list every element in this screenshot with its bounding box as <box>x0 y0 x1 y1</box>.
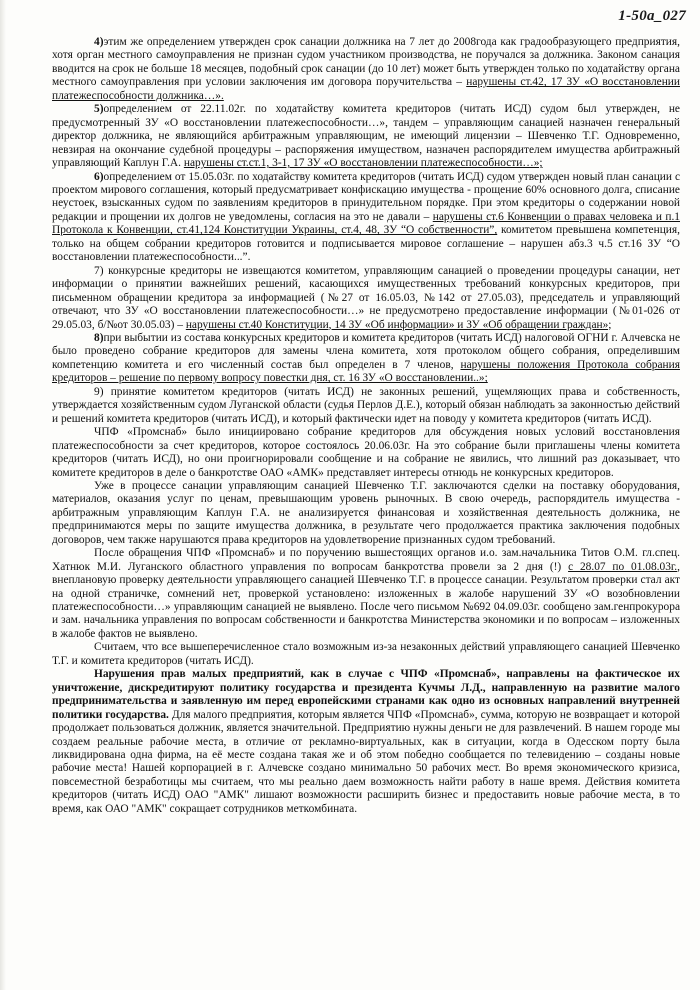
paragraph-7 <box>52 265 680 332</box>
paragraph-conclusion <box>52 641 680 668</box>
paragraph-lead: 9) <box>94 385 104 398</box>
paragraph-promsnab-meeting <box>52 426 680 480</box>
paragraph-lead: 8) <box>94 331 104 344</box>
paragraph-6 <box>52 171 680 265</box>
paragraph-text: определением от 22.11.02г. по ходатайству комитета кредиторов (читать ИСД) судом был утвержден, не предусмотренный ЗУ «О восстановлении платежеспособности…», тандем – управляющим санацией назначен генеральный директор должника, не являющийся арбитражным управляющим, не имеющий лицензии – Шевченко Т.Г. Одновременно, невзирая на окончание судебной процедуры – распоряжения имуществом, назначен распорядителем имущества арбитражный управляющий Каплун Г.А. <box>52 103 680 170</box>
paragraph-text: при выбытии из состава конкурсных кредиторов и комитета кредиторов (читать ИСД) налоговой ОГНИ г. Алчевска не было проведено собрание кредиторов для замены члена комитета, хотя протоколом общего собрания, определившим компетенцию комитета и его численный состав был определен в 7 членов, <box>52 331 680 371</box>
paragraph-underlined: нарушены ст.ст.1, 3-1, 17 ЗУ «О восстановлении платежеспособности…»; <box>183 157 543 170</box>
paragraph-5 <box>52 103 680 170</box>
paragraph-underlined: нарушены ст.40 Конституции, 14 ЗУ «Об информации» и ЗУ «Об обращении граждан»; <box>185 318 612 331</box>
paragraph-lead: 5) <box>94 103 104 116</box>
scan-edge-shadow <box>0 0 6 990</box>
paragraph-text: принятие комитетом кредиторов (читать ИСД) не законных решений, ущемляющих права и собственность, утверждается хозяйственным судом Луганской области (судья Перлов Д.Е.), который обязан наблюдать за законностью действий и решений комитета кредиторов (читать ИСД), и который фактически идет на поводу у комитета кредиторов (читать ИСД). <box>52 385 680 425</box>
paragraph-text: определением от 15.05.03г. по ходатайству комитета кредиторов (читать ИСД) судом утвержден новый план санации с проектом мирового соглашения, который предусматривает конфискацию имущества - прощение 60% основного долга, списание неустоек, взысканных судом по заявлениям кредиторов в принудительном порядке. При этом кредиторы о содержании новой редакции и прощении их долгов не уведомлены, согласия на это не давали – <box>52 170 680 223</box>
paragraph-text: После обращения ЧПФ «Промснаб» и по поручению вышестоящих органов и.о. зам.начальника Титов О.М. гл.спец. Хатнюк М.И. Луганского областного управления по вопросам банкротства провели за 2 дня (!) <box>52 547 680 573</box>
paragraph-9 <box>52 386 680 426</box>
paragraph-underlined: с 28.07 по 01.08.03г. <box>568 560 678 573</box>
paragraph-text: ЧПФ «Промснаб» было инициировано собрание кредиторов для обсуждения новых условий восстановления платежеспособности за счет кредиторов, которое состоялось 20.06.03г. На это собрание были приглашены члены комитета кредиторов (читать ИСД), но они проигнорировали сообщение и на собрание не явились, что лишний раз доказывает, что комитете кредиторов в деле о банкротстве ОАО «АМК» представляет интересы отнюдь не конкурсных кредиторов. <box>52 426 680 479</box>
document-body <box>52 36 680 816</box>
paragraph-bold-text: Нарушения прав малых предприятий, как в случае с ЧПФ «Промснаб», направлены на фактическое их уничтожение, дискредитируют политику государства и президента Кучмы Л.Д., направленную на развитие малого предпринимательства и заявленную им перед европейскими странами как одно из основных направлений внутренней политики государства. <box>52 668 680 721</box>
paragraph-lead: 6) <box>94 170 104 183</box>
paragraph-underlined: нарушены ст.42, 17 ЗУ «О восстановлении платежеспособности должника…». <box>52 76 680 102</box>
paragraph-8 <box>52 332 680 386</box>
paragraph-sanation-deals <box>52 480 680 547</box>
paragraph-inspection <box>52 547 680 641</box>
paragraph-4 <box>52 36 680 103</box>
paragraph-underlined: нарушены ст.6 Конвенции о правах человека и п.1 Протокола к Конвенции, ст.41,124 Конституции Украины, ст.4, 48, ЗУ “О собственности”, <box>52 210 680 237</box>
page-id: 1-50a_027 <box>618 8 686 24</box>
paragraph-lead: 7) <box>94 264 104 277</box>
paragraph-tail: комитетом превышена компетенция, только на общем собрании кредиторов готовится и подписывается мировое соглашение – нарушен абз.3 ч.5 ст.16 ЗУ “О восстановлении платежеспособности...”. <box>52 224 680 264</box>
paragraph-text: конкурсные кредиторы не извещаются комитетом, управляющим санацией о проведении процедуры санации, нет информации о принятии важнейших решений, касающихся имущественных требований конкурсных кредиторов, при письменном обращении кредитора за информацией (№27 от 16.05.03, №142 от 27.05.03), председатель и управляющий отвечают, что ЗУ «О восстановлении платежеспособности…» не предусмотрено предоставление информации (№01-026 от 29.05.03, б/№от 30.05.03) – <box>52 264 680 331</box>
paragraph-text: этим же определением утвержден срок санации должника на 7 лет до 2008года как градообразующего предприятия, хотя орган местного самоуправления не признан судом участником производства, не поручался за должника. Законом санация вводится на срок не больше 18 месяцев, подобный срок санации (до 10 лет) может быть утвержден только по ходатайству органа местного самоуправления при условии заключения им договора поручительства – <box>52 36 680 89</box>
paragraph-tail: , внеплановую проверку деятельности управляющего санацией Шевченко Т.Г. в процессе санации. Результатом проверки стал акт на одной страничке, сомнений нет, проверкой установлено: изложенных в жалобе нарушений ЗУ «О возобновлении платежеспособности…» управляющим санацией не выявлено. После чего письмом №692 04.09.03г. сообщено зам.генпрокурора и зам. начальника управления по вопросам собственности и банкротства Министерства экономики и по вопросам – изложенных в жалобе фактов не выявлено. <box>52 560 681 640</box>
paragraph-underlined: нарушены положения Протокола собрания кредиторов – решение по первому вопросу повестки дня, ст. 16 ЗУ «О восстановлении..»; <box>52 358 680 385</box>
paragraph-text: Считаем, что все вышеперечисленное стало возможным из-за незаконных действий управляющего санацией Шевченко Т.Г. и комитета кредиторов (читать ИСД). <box>52 641 680 667</box>
paragraph-text: Уже в процессе санации управляющим санацией Шевченко Т.Г. заключаются сделки на поставку оборудования, материалов, оказания услуг по ценам, превышающим уровень рыночных. В свою очередь, распорядитель имущества - арбитражным управляющим Каплун Г.А. не анализируется финансовая и хозяйственная деятельность должника, не предпринимаются меры по защите имущества должника, в результате чего продолжается практика заключения подобных договоров, чем также нарушаются права кредиторов на удовлетворение признанных судом требований. <box>52 479 680 546</box>
paragraph-lead: 4) <box>94 36 104 48</box>
paragraph-text: Для малого предприятия, которым является ЧПФ «Промснаб», сумма, которую не возвращает и которой продолжает пользоваться должник, является значительной. Предприятию нужны деньги не для развлечений. В нашем городе мы создаем реальные рабочие места, в отличие от рекламно-виртуальных, как в ситуации, когда в Одесском порту была ликвидирована одна фирма, на её месте создана такая же и об этом победно сообщается по телевидению – созданы новые рабочие места! Нашей корпорацией в г. Алчевске создано минимально 50 рабочих мест. Во время экономического кризиса, повсеместной безработицы мы считаем, что мы реально даем возможность найти работу в наше время. Действия комитета кредиторов (читать ИСД) ОАО "АМК" лишают возможности расширить бизнес и предоставить новые рабочие места, в то время, как ОАО "АМК" сокращает сотрудников меткомбината. <box>52 708 680 815</box>
paragraph-small-business <box>52 668 680 816</box>
